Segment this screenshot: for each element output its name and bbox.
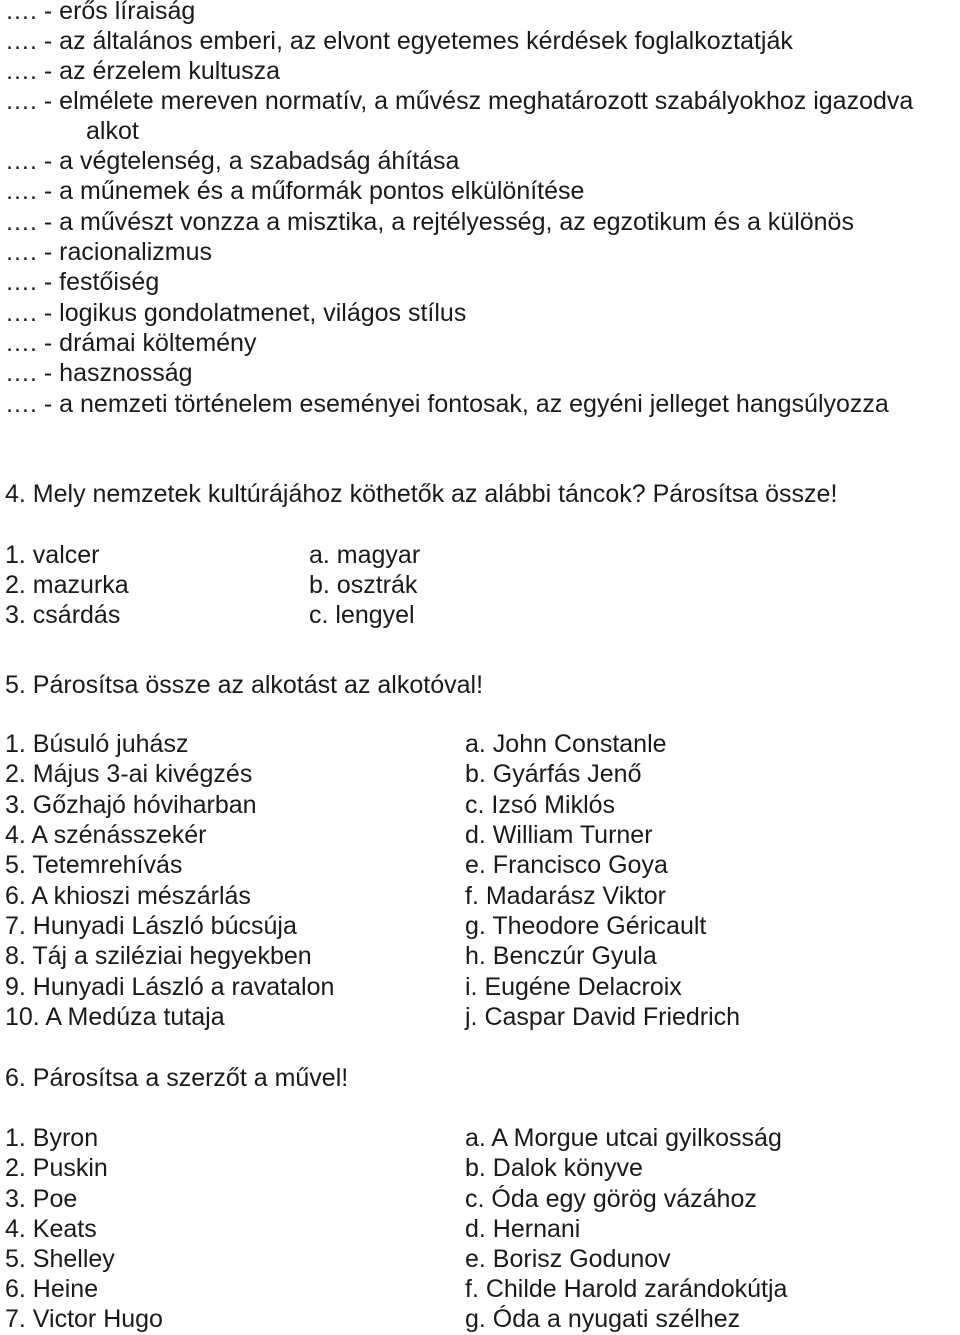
q6-right-item: e. Borisz Godunov	[465, 1245, 671, 1273]
q5-right-item: j. Caspar David Friedrich	[465, 1003, 741, 1031]
q6-right-item: d. Hernani	[465, 1215, 581, 1243]
trait-line: …. - a nemzeti történelem eseményei fontosak, az egyéni jelleget hangsúlyozza	[5, 390, 889, 418]
q5-left-item: 9. Hunyadi László a ravatalon	[5, 973, 335, 1001]
trait-line: …. - logikus gondolatmenet, világos stílus	[5, 299, 467, 327]
trait-line: …. - hasznosság	[5, 359, 193, 387]
q6-left-item: 6. Heine	[5, 1275, 99, 1303]
q5-left-item: 5. Tetemrehívás	[5, 851, 183, 879]
trait-line: …. - az általános emberi, az elvont egyetemes kérdések foglalkoztatják	[5, 27, 793, 55]
q5-right-item: c. Izsó Miklós	[465, 791, 616, 819]
q6-left-item: 4. Keats	[5, 1215, 97, 1243]
q5-left-item: 2. Május 3-ai kivégzés	[5, 760, 253, 788]
q5-left-item: 3. Gőzhajó hóviharban	[5, 791, 257, 819]
q4-right-item: a. magyar	[309, 541, 421, 569]
question-6-title: 6. Párosítsa a szerzőt a művel!	[5, 1064, 349, 1092]
q5-right-item: e. Francisco Goya	[465, 851, 668, 879]
q5-right-item: a. John Constanle	[465, 730, 667, 758]
q5-right-item: g. Theodore Géricault	[465, 912, 707, 940]
q4-right-item: c. lengyel	[309, 601, 415, 629]
q6-right-item: c. Óda egy görög vázához	[465, 1185, 757, 1213]
q5-right-item: f. Madarász Viktor	[465, 882, 667, 910]
q6-right-item: f. Childe Harold zarándokútja	[465, 1275, 788, 1303]
q5-left-item: 10. A Medúza tutaja	[5, 1003, 225, 1031]
q5-left-item: 8. Táj a sziléziai hegyekben	[5, 942, 312, 970]
trait-line: …. - racionalizmus	[5, 238, 212, 266]
q4-right-item: b. osztrák	[309, 571, 418, 599]
trait-line-continuation: alkot	[86, 117, 139, 145]
q5-right-item: h. Benczúr Gyula	[465, 942, 657, 970]
q6-left-item: 2. Puskin	[5, 1154, 108, 1182]
trait-line: …. - az érzelem kultusza	[5, 57, 281, 85]
q5-left-item: 7. Hunyadi László búcsúja	[5, 912, 297, 940]
q6-left-item: 1. Byron	[5, 1124, 99, 1152]
trait-line: …. - erős líraiság	[5, 0, 196, 25]
q6-left-item: 3. Poe	[5, 1185, 78, 1213]
q6-right-item: g. Óda a nyugati szélhez	[465, 1305, 741, 1333]
q4-left-item: 1. valcer	[5, 541, 100, 569]
trait-line: …. - festőiség	[5, 268, 160, 296]
q6-left-item: 5. Shelley	[5, 1245, 115, 1273]
trait-line: …. - a művészt vonzza a misztika, a rejtélyesség, az egzotikum és a különös	[5, 208, 854, 236]
q4-left-item: 3. csárdás	[5, 601, 121, 629]
trait-line: …. - elmélete mereven normatív, a művész meghatározott szabályokhoz igazodva	[5, 87, 914, 115]
q5-left-item: 6. A khioszi mészárlás	[5, 882, 251, 910]
q5-right-item: d. William Turner	[465, 821, 653, 849]
q6-left-item: 7. Victor Hugo	[5, 1305, 163, 1333]
q5-right-item: b. Gyárfás Jenő	[465, 760, 642, 788]
trait-line: …. - a végtelenség, a szabadság áhítása	[5, 147, 460, 175]
q6-right-item: a. A Morgue utcai gyilkosság	[465, 1124, 782, 1152]
trait-line: …. - drámai költemény	[5, 329, 257, 357]
q5-right-item: i. Eugéne Delacroix	[465, 973, 682, 1001]
q6-right-item: b. Dalok könyve	[465, 1154, 643, 1182]
q5-left-item: 1. Búsuló juhász	[5, 730, 189, 758]
question-5-title: 5. Párosítsa össze az alkotást az alkotóval!	[5, 671, 484, 699]
q5-left-item: 4. A szénásszekér	[5, 821, 207, 849]
q4-left-item: 2. mazurka	[5, 571, 129, 599]
trait-line: …. - a műnemek és a műformák pontos elkülönítése	[5, 177, 585, 205]
question-4-title: 4. Mely nemzetek kultúrájához köthetők az alábbi táncok? Párosítsa össze!	[5, 480, 838, 508]
